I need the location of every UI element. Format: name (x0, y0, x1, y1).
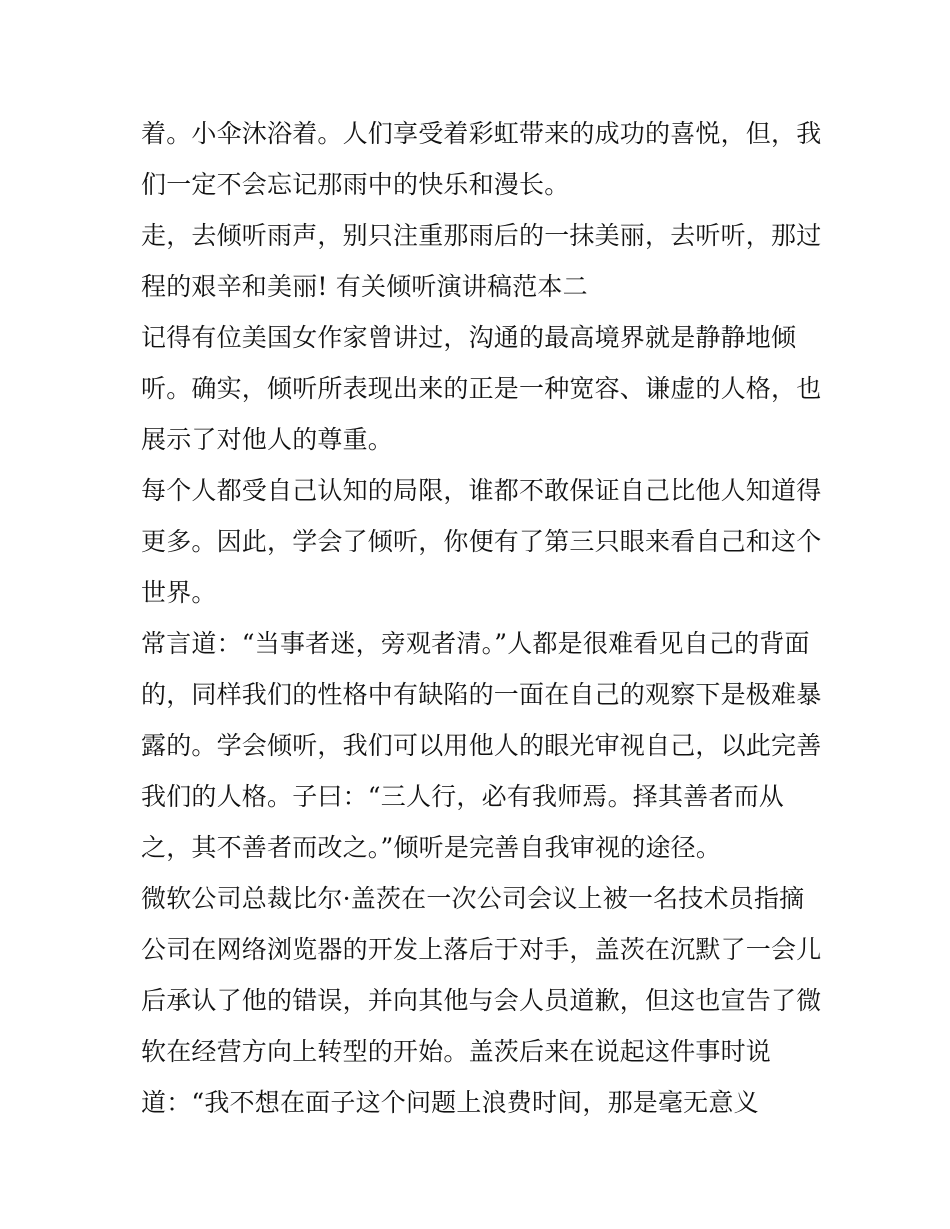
text-line: 之，其不善者而改之。”倾听是完善自我审视的途径。 (141, 833, 722, 862)
text-line: 更多。因此，学会了倾听，你便有了第三只眼来看自己和这个 (141, 527, 822, 556)
text-line: 的，同样我们的性格中有缺陷的一面在自己的观察下是极难暴 (141, 680, 822, 709)
text-line: 我们的人格。子曰：“三人行，必有我师焉。择其善者而从 (141, 782, 784, 811)
text-line: 展示了对他人的尊重。 (141, 425, 394, 454)
text-line: 走，去倾听雨声，别只注重那雨后的一抹美丽，去听听，那过 (141, 221, 822, 250)
body-text (141, 108, 821, 1128)
text-line: 听。确实，倾听所表现出来的正是一种宽容、谦虚的人格，也 (141, 374, 822, 403)
text-line: 世界。 (141, 578, 217, 607)
text-line: 程的艰辛和美丽! 有关倾听演讲稿范本二 (141, 272, 588, 301)
text-line: 记得有位美国女作家曾讲过，沟通的最高境界就是静静地倾 (141, 323, 797, 352)
text-line: 常言道：“当事者迷，旁观者清。”人都是很难看见自己的背面 (141, 629, 810, 658)
text-line: 道：“我不想在面子这个问题上浪费时间，那是毫无意义 (141, 1088, 759, 1117)
text-line: 每个人都受自己认知的局限，谁都不敢保证自己比他人知道得 (141, 476, 822, 505)
text-line: 露的。学会倾听，我们可以用他人的眼光审视自己，以此完善 (141, 731, 822, 760)
text-line: 软在经营方向上转型的开始。盖茨后来在说起这件事时说 (141, 1037, 772, 1066)
text-line: 着。小伞沐浴着。人们享受着彩虹带来的成功的喜悦，但，我 (141, 119, 822, 148)
text-line: 公司在网络浏览器的开发上落后于对手，盖茨在沉默了一会儿 (141, 935, 822, 964)
text-line: 们一定不会忘记那雨中的快乐和漫长。 (141, 170, 570, 199)
text-line: 微软公司总裁比尔·盖茨在一次公司会议上被一名技术员指摘 (141, 884, 805, 913)
text-line: 后承认了他的错误，并向其他与会人员道歉，但这也宣告了微 (141, 986, 822, 1015)
